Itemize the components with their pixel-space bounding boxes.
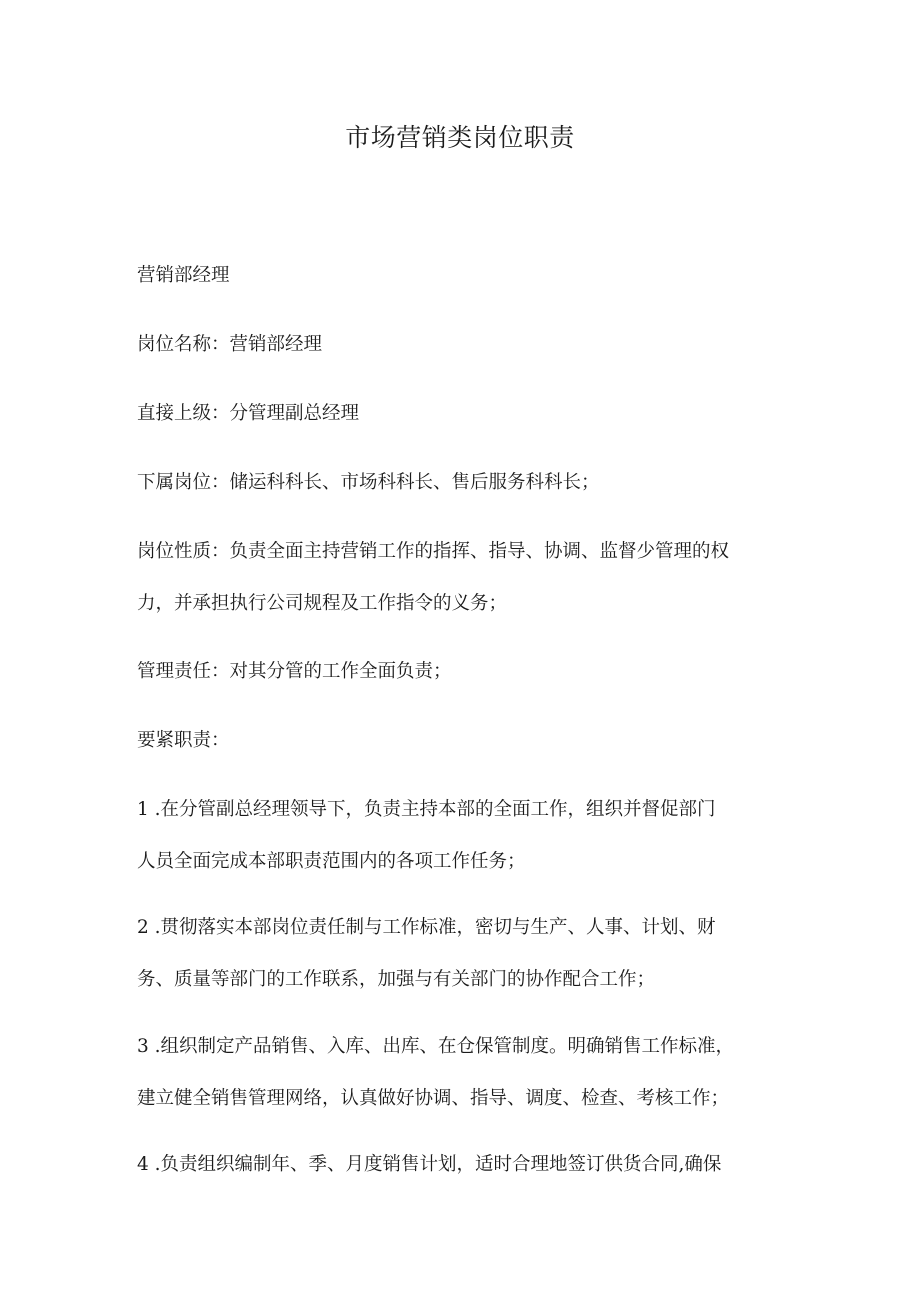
text-line: 营销部经理 [137,265,230,286]
paragraph-position-name [137,319,797,371]
text-line: 岗位名称：营销部经理 [137,334,323,355]
paragraph-management-responsibility [137,646,797,698]
text-line: 2 .贯彻落实本部岗位责任制与工作标准，密切与生产、人事、计划、财 [137,917,716,938]
paragraph-duty-2 [137,902,797,1006]
paragraph-section-heading [137,250,797,302]
text-line: 1 .在分管副总经理领导下，负责主持本部的全面工作，组织并督促部门 [137,799,716,820]
paragraph-duty-4 [137,1139,797,1191]
text-line: 4 .负责组织编制年、季、月度销售计划，适时合理地签订供货合同,确保 [137,1154,722,1175]
text-line: 岗位性质：负责全面主持营销工作的指挥、指导、协调、监督少管理的权 [137,541,730,562]
paragraph-duty-3 [137,1021,797,1125]
paragraph-position-nature [137,526,797,630]
text-line: 力，并承担执行公司规程及工作指令的义务； [137,593,508,614]
text-line: 直接上级：分管理副总经理 [137,403,360,424]
text-line: 务、质量等部门的工作联系，加强与有关部门的协作配合工作； [137,969,656,990]
text-line: 人员全面完成本部职责范围内的各项工作任务； [137,851,526,872]
paragraph-subordinate-positions [137,457,797,509]
text-line: 建立健全销售管理网络，认真做好协调、指导、调度、检查、考核工作； [137,1088,730,1109]
paragraph-duty-1 [137,784,797,888]
text-line: 3 .组织制定产品销售、入库、出库、在仓保管制度。明确销售工作标准， [137,1036,735,1057]
text-line: 管理责任：对其分管的工作全面负责； [137,661,452,682]
paragraph-direct-superior [137,388,797,440]
text-line: 要紧职责： [137,730,230,751]
document-title: 市场营销类岗位职责 [345,123,575,152]
paragraph-main-duties-heading [137,715,797,767]
text-line: 下属岗位：储运科科长、市场科科长、售后服务科科长； [137,472,600,493]
